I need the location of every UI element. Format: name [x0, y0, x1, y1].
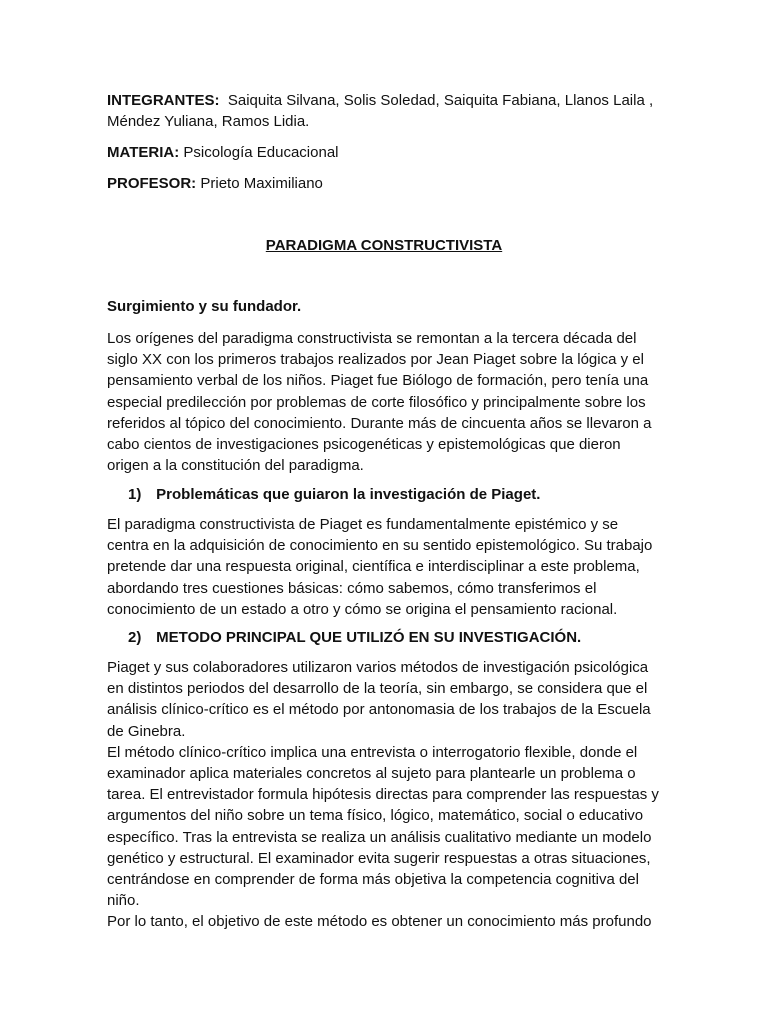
- document-title-text: PARADIGMA CONSTRUCTIVISTA: [265, 237, 503, 254]
- integrantes-value: Saiquita Silvana, Solis Soledad, Saiquita Fabiana, Llanos Laila , Méndez Yuliana, Ramos Lidia.: [107, 92, 654, 131]
- origin-paragraph: Los orígenes del paradigma constructivista se remontan a la tercera década del siglo XX con los primeros trabajos realizados por Jean Piaget sobre la lógica y el pensamiento verbal de los niños. Piaget fue Biólogo de formación, pero tenía una especial predilección por problemas de corte filosófico y principalmente sobre los referidos al tópico del conocimiento. Durante más de cincuenta años se llevaron a cabo cientos de investigaciones psicogenéticas y epistemológicas que dieron origen a la constitución del paradigma.: [107, 330, 652, 475]
- problems-paragraph: El paradigma constructivista de Piaget es fundamentalmente epistémico y se centra en la adquisición de conocimiento en su sentido epistemológico. Su trabajo pretende dar una respuesta original, científica e interdisciplinar a este problema, abordando tres cuestiones básicas: cómo sabemos, cómo transferimos el conocimiento de un estado a otro y cómo se origina el pensamiento racional.: [107, 516, 653, 618]
- problems-heading: [128, 484, 540, 505]
- materia-label: MATERIA:: [107, 144, 180, 161]
- method-number: 2): [128, 629, 142, 646]
- method-heading: [128, 627, 581, 648]
- problems-heading-text: Problemáticas que guiaron la investigación de Piaget.: [156, 486, 541, 503]
- method-heading-text: METODO PRINCIPAL QUE UTILIZÓ EN SU INVESTIGACIÓN.: [156, 629, 582, 646]
- integrantes-label: INTEGRANTES:: [107, 92, 220, 109]
- document-title: [0, 235, 768, 256]
- materia-value: Psicología Educacional: [183, 144, 339, 161]
- profesor-label: PROFESOR:: [107, 175, 197, 192]
- profesor-value: Prieto Maximiliano: [200, 175, 323, 192]
- materia-line: [107, 142, 663, 163]
- method-paragraph: Piaget y sus colaboradores utilizaron varios métodos de investigación psicológica en distintos periodos del desarrollo de la teoría, sin embargo, se considera que el análisis clínico-crítico es el método por antonomasia de los trabajos de la Escuela de Ginebra. El método clínico-crítico implica una entrevista o interrogatorio flexible, donde el examinador aplica materiales concretos al sujeto para plantearle un problema o tarea. El entrevistador formula hipótesis directas para comprender las respuestas y argumentos del niño sobre un tema físico, lógico, matemático, social o educativo específico. Tras la entrevista se realiza un análisis cualitativo mediante un modelo genético y estructural. El examinador evita sugerir respuestas a otras situaciones, centrándose en comprender de forma más objetiva la competencia cognitiva del niño. Por lo tanto, el objetivo de este método es obtener un conocimiento más profundo: [107, 659, 659, 931]
- problems-number: 1): [128, 486, 142, 503]
- integrantes-line: [107, 90, 663, 132]
- origin-heading: Surgimiento y su fundador.: [107, 298, 302, 315]
- profesor-line: [107, 173, 663, 194]
